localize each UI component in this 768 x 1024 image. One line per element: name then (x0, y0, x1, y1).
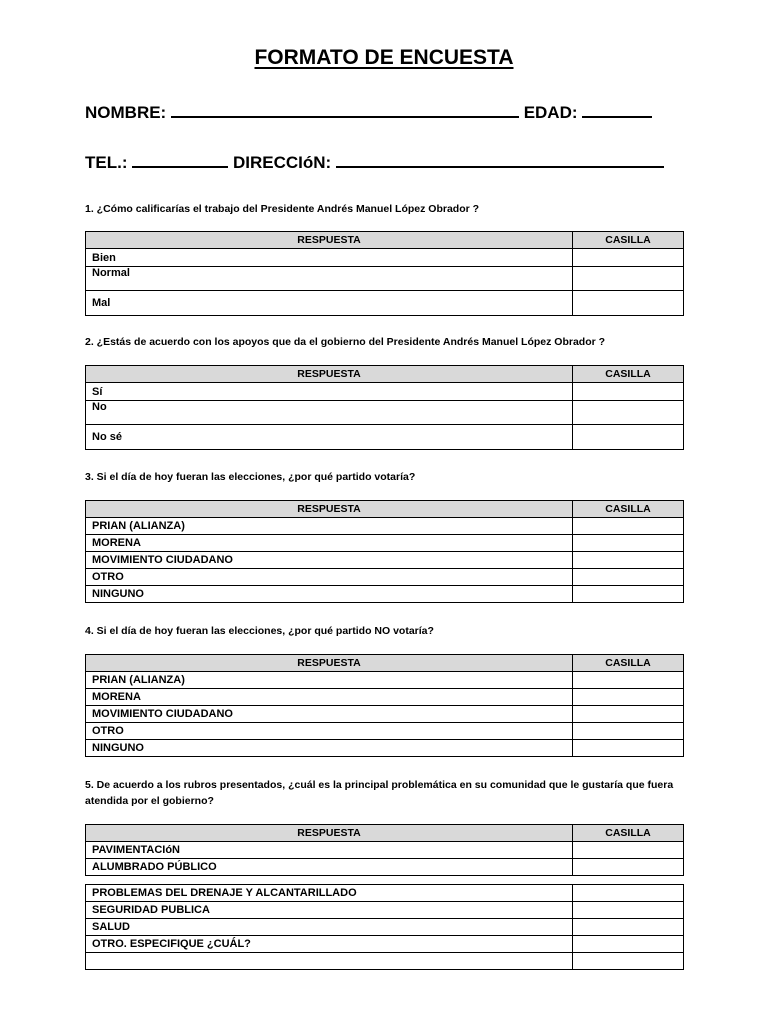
casilla-cell[interactable] (573, 902, 684, 919)
casilla-cell[interactable] (573, 401, 684, 425)
casilla-cell[interactable] (573, 859, 684, 876)
page-title: FORMATO DE ENCUESTA (254, 46, 514, 69)
table-row (86, 953, 684, 970)
table-row (86, 740, 684, 757)
table-row (86, 249, 684, 267)
option-label: Bien (86, 249, 573, 267)
respuesta-header: RESPUESTA (86, 655, 573, 672)
option-label: PAVIMENTACIóN (86, 842, 573, 859)
casilla-cell[interactable] (573, 842, 684, 859)
option-label: OTRO (86, 723, 573, 740)
table-row (86, 706, 684, 723)
option-label: SALUD (86, 919, 573, 936)
casilla-cell[interactable] (573, 706, 684, 723)
casilla-cell[interactable] (573, 953, 684, 970)
option-label: SEGURIDAD PUBLICA (86, 902, 573, 919)
table-row (86, 518, 684, 535)
table-header-row (86, 232, 684, 249)
table-row (86, 885, 684, 902)
table-row (86, 569, 684, 586)
option-label-blank[interactable] (86, 953, 573, 970)
question-4: 4. Si el día de hoy fueran las elecciones, ¿por qué partido NO votaría? (85, 625, 434, 637)
option-label: NINGUNO (86, 740, 573, 757)
casilla-cell[interactable] (573, 885, 684, 902)
name-age-row (85, 102, 652, 123)
table-header-row (86, 825, 684, 842)
table-row (86, 723, 684, 740)
option-label: Normal (86, 267, 573, 291)
option-label: MORENA (86, 535, 573, 552)
edad-label: EDAD: (523, 103, 578, 122)
table-row (86, 291, 684, 316)
question-2: 2. ¿Estás de acuerdo con los apoyos que da el gobierno del Presidente Andrés Manuel López Obrador ? (85, 336, 606, 348)
option-label: Sí (86, 383, 573, 401)
option-label: No (86, 401, 573, 425)
casilla-cell[interactable] (573, 586, 684, 603)
table-row (86, 859, 684, 876)
table-row (86, 689, 684, 706)
question-5: 5. De acuerdo a los rubros presentados, ¿cuál es la principal problemática en su comunidad que le gustaría que fuera atendida por el gobierno? (85, 779, 674, 807)
casilla-cell[interactable] (573, 249, 684, 267)
direccion-label: DIRECCIóN: (232, 153, 332, 172)
respuesta-header: RESPUESTA (86, 825, 573, 842)
answer-table-3 (85, 500, 684, 603)
tel-address-row (85, 152, 664, 173)
casilla-cell[interactable] (573, 569, 684, 586)
casilla-header: CASILLA (573, 232, 684, 249)
option-label: PROBLEMAS DEL DRENAJE Y ALCANTARILLADO (86, 885, 573, 902)
answer-table-1 (85, 231, 684, 316)
answer-table-2 (85, 365, 684, 450)
tel-label: TEL.: (85, 153, 128, 172)
table-row (86, 902, 684, 919)
table-row (86, 586, 684, 603)
casilla-cell[interactable] (573, 723, 684, 740)
direccion-field[interactable] (336, 152, 664, 168)
casilla-cell[interactable] (573, 689, 684, 706)
option-label: MOVIMIENTO CIUDADANO (86, 706, 573, 723)
respuesta-header: RESPUESTA (86, 501, 573, 518)
table-row (86, 535, 684, 552)
option-label: MOVIMIENTO CIUDADANO (86, 552, 573, 569)
table-row (86, 672, 684, 689)
respuesta-header: RESPUESTA (86, 366, 573, 383)
option-label: ALUMBRADO PÚBLICO (86, 859, 573, 876)
answer-table-5 (85, 824, 684, 876)
option-label: OTRO. ESPECIFIQUE ¿CUÁL? (86, 936, 573, 953)
casilla-cell[interactable] (573, 291, 684, 316)
table-header-row (86, 366, 684, 383)
edad-field[interactable] (582, 102, 652, 118)
answer-table-5-continued (85, 884, 684, 970)
table-row (86, 425, 684, 450)
option-label: PRIAN (ALIANZA) (86, 518, 573, 535)
respuesta-header: RESPUESTA (86, 232, 573, 249)
casilla-cell[interactable] (573, 267, 684, 291)
casilla-header: CASILLA (573, 501, 684, 518)
casilla-cell[interactable] (573, 518, 684, 535)
option-label: MORENA (86, 689, 573, 706)
question-3: 3. Si el día de hoy fueran las elecciones, ¿por qué partido votaría? (85, 471, 416, 483)
option-label: Mal (86, 291, 573, 316)
option-label: No sé (86, 425, 573, 450)
answer-table-4 (85, 654, 684, 757)
casilla-cell[interactable] (573, 552, 684, 569)
tel-field[interactable] (132, 152, 228, 168)
casilla-cell[interactable] (573, 672, 684, 689)
casilla-header: CASILLA (573, 655, 684, 672)
table-row (86, 552, 684, 569)
casilla-cell[interactable] (573, 425, 684, 450)
option-label: PRIAN (ALIANZA) (86, 672, 573, 689)
option-label: NINGUNO (86, 586, 573, 603)
casilla-header: CASILLA (573, 825, 684, 842)
table-row (86, 936, 684, 953)
nombre-field[interactable] (171, 102, 519, 118)
casilla-cell[interactable] (573, 740, 684, 757)
table-row (86, 383, 684, 401)
table-row (86, 401, 684, 425)
casilla-cell[interactable] (573, 936, 684, 953)
table-row (86, 267, 684, 291)
question-1: 1. ¿Cómo calificarías el trabajo del Presidente Andrés Manuel López Obrador ? (85, 203, 480, 215)
casilla-cell[interactable] (573, 919, 684, 936)
casilla-header: CASILLA (573, 366, 684, 383)
table-header-row (86, 501, 684, 518)
casilla-cell[interactable] (573, 383, 684, 401)
casilla-cell[interactable] (573, 535, 684, 552)
table-row (86, 919, 684, 936)
table-header-row (86, 655, 684, 672)
table-row (86, 842, 684, 859)
option-label: OTRO (86, 569, 573, 586)
nombre-label: NOMBRE: (85, 103, 167, 122)
